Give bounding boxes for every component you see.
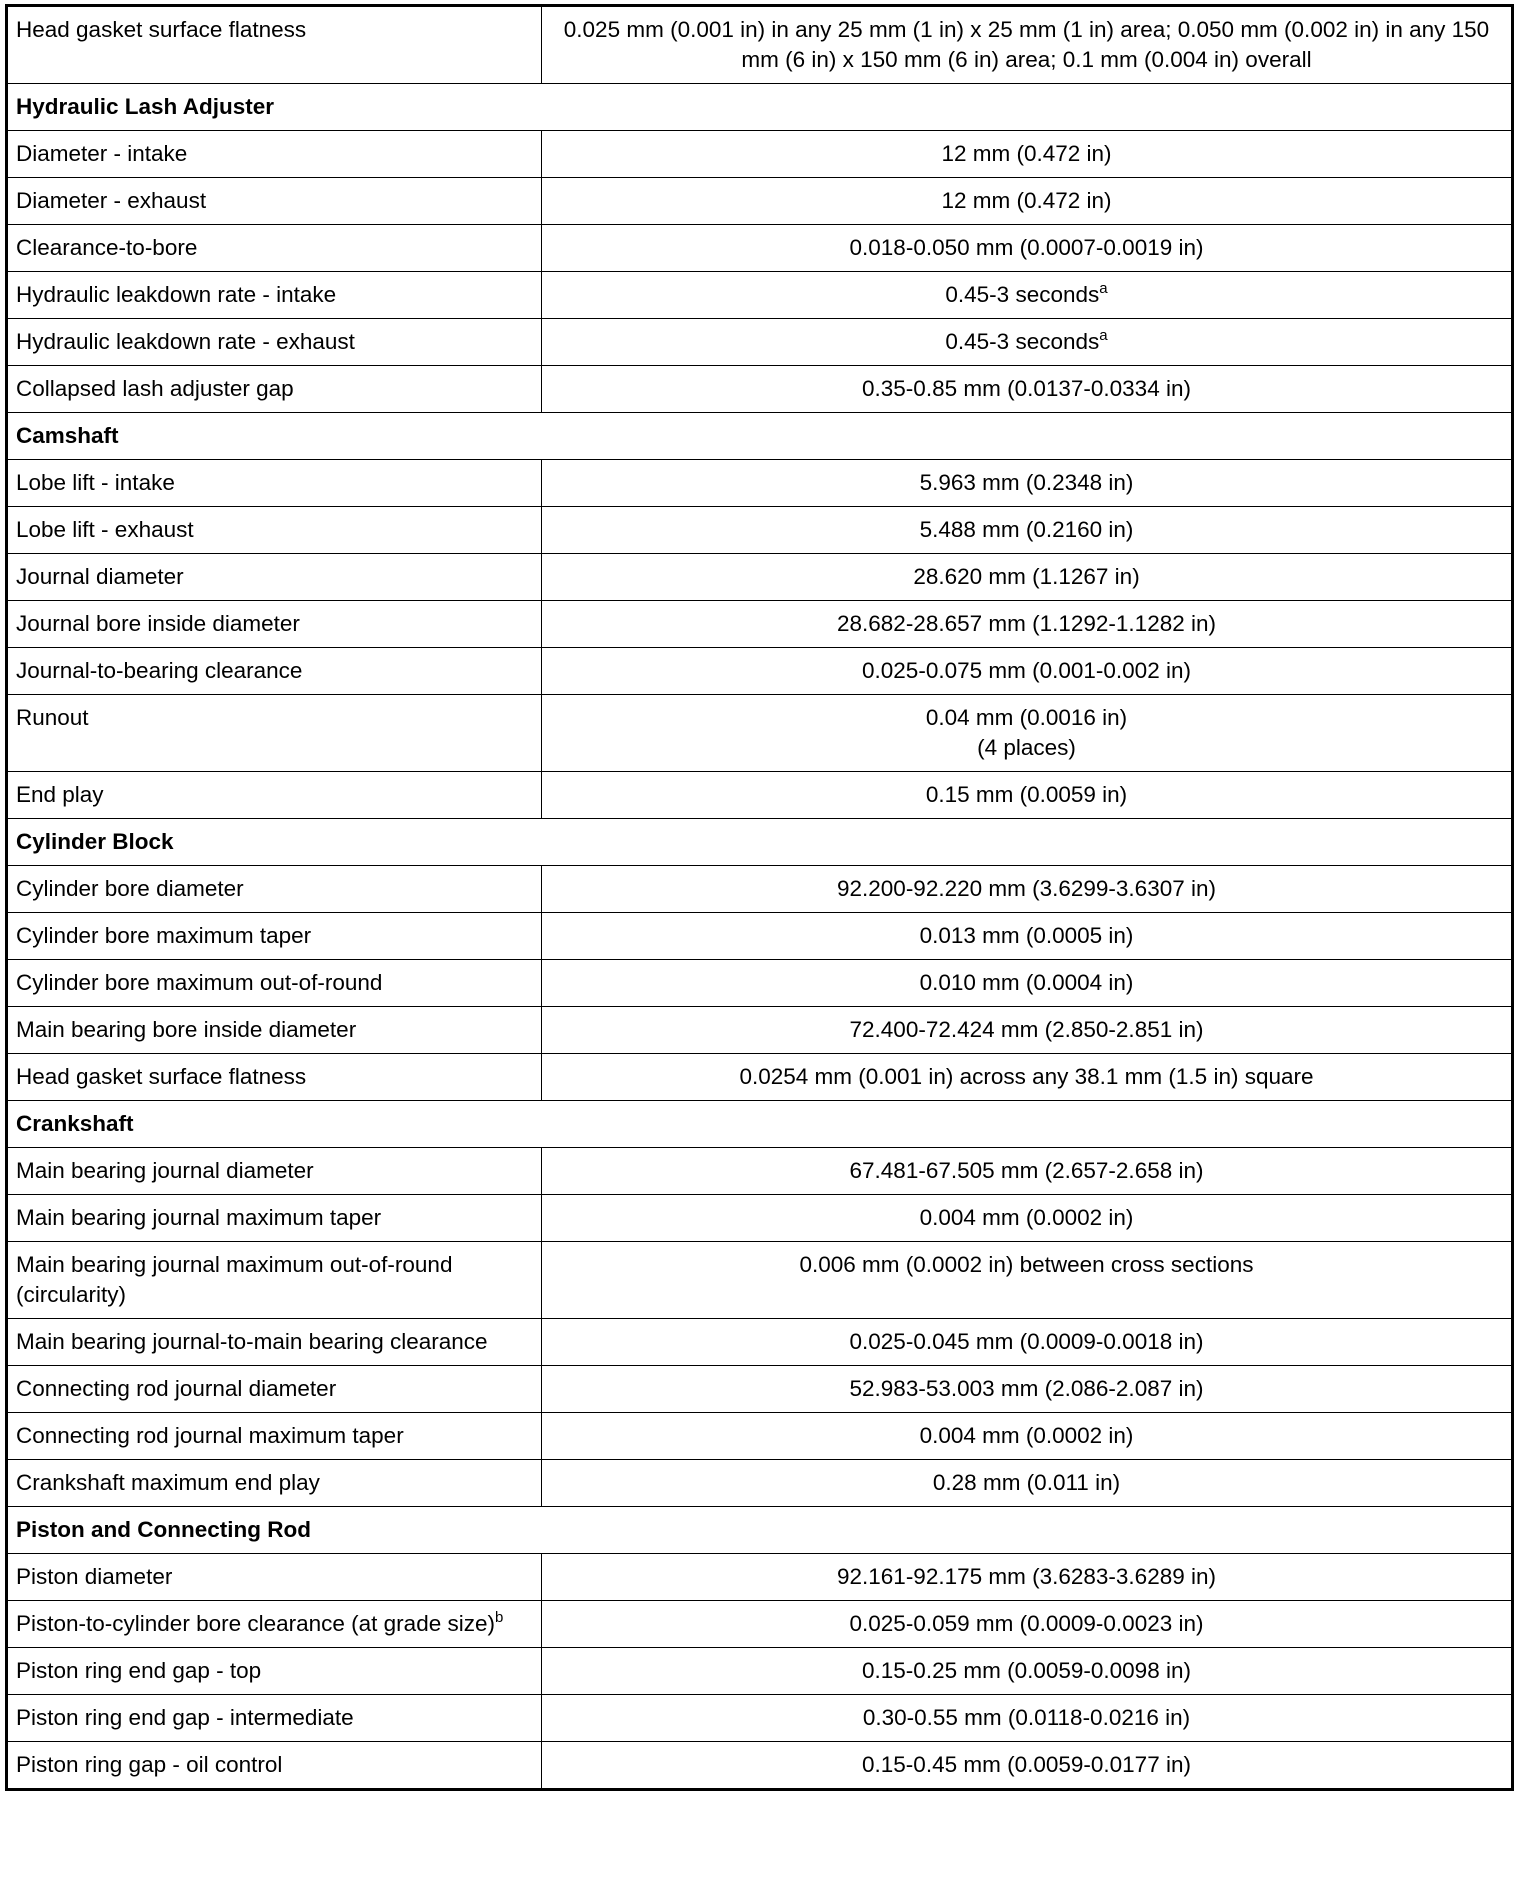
- spec-value-cell: [542, 1195, 1513, 1242]
- spec-value: 0.45-3 seconds: [945, 329, 1100, 354]
- spec-value: 0.004 mm (0.0002 in): [919, 1423, 1134, 1448]
- spec-value-cell: [542, 1319, 1513, 1366]
- spec-label-cell: [7, 131, 542, 178]
- spec-value: 52.983-53.003 mm (2.086-2.087 in): [849, 1376, 1204, 1401]
- spec-value: 0.35-0.85 mm (0.0137-0.0334 in): [862, 376, 1191, 401]
- spec-label: Lobe lift - intake: [16, 470, 175, 495]
- spec-row: [7, 460, 1513, 507]
- spec-label-cell: [7, 648, 542, 695]
- spec-label-cell: [7, 1554, 542, 1601]
- spec-label-cell: [7, 1195, 542, 1242]
- spec-value: 67.481-67.505 mm (2.657-2.658 in): [849, 1158, 1204, 1183]
- spec-value-cell: [542, 507, 1513, 554]
- spec-row: [7, 1148, 1513, 1195]
- spec-row: [7, 272, 1513, 319]
- spec-value: 0.28 mm (0.011 in): [932, 1470, 1121, 1495]
- spec-value-cell: [542, 178, 1513, 225]
- spec-label: Cylinder bore maximum taper: [16, 923, 312, 948]
- spec-label-cell: [7, 1601, 542, 1648]
- spec-value: 0.004 mm (0.0002 in): [919, 1205, 1134, 1230]
- spec-value: 0.025-0.059 mm (0.0009-0.0023 in): [849, 1611, 1204, 1636]
- spec-label-cell: [7, 913, 542, 960]
- spec-label-cell: [7, 1054, 542, 1101]
- spec-value: 28.620 mm (1.1267 in): [913, 564, 1140, 589]
- spec-label: Piston ring gap - oil control: [16, 1752, 283, 1777]
- spec-row: [7, 1695, 1513, 1742]
- spec-value-cell: [542, 460, 1513, 507]
- spec-label: Cylinder bore diameter: [16, 876, 244, 901]
- spec-value: 0.15-0.45 mm (0.0059-0.0177 in): [862, 1752, 1191, 1777]
- spec-label-cell: [7, 319, 542, 366]
- spec-value: 0.30-0.55 mm (0.0118-0.0216 in): [862, 1705, 1191, 1730]
- spec-value: 12 mm (0.472 in): [941, 188, 1112, 213]
- spec-value: 5.488 mm (0.2160 in): [919, 517, 1134, 542]
- spec-value-cell: [542, 1648, 1513, 1695]
- section-title: Camshaft: [7, 413, 1513, 460]
- spec-value-cell: [542, 225, 1513, 272]
- spec-label-cell: [7, 1695, 542, 1742]
- spec-label: Piston ring end gap - intermediate: [16, 1705, 354, 1730]
- spec-label: Journal diameter: [16, 564, 184, 589]
- spec-value-cell: [542, 1007, 1513, 1054]
- spec-label: Cylinder bore maximum out-of-round: [16, 970, 383, 995]
- spec-value: 72.400-72.424 mm (2.850-2.851 in): [849, 1017, 1204, 1042]
- spec-value-cell: [542, 1413, 1513, 1460]
- spec-row: [7, 319, 1513, 366]
- spec-value: 5.963 mm (0.2348 in): [919, 470, 1134, 495]
- spec-row: [7, 601, 1513, 648]
- section-header-row: [7, 413, 1513, 460]
- spec-value-cell: [542, 648, 1513, 695]
- spec-value-cell: [542, 695, 1513, 772]
- spec-row: [7, 1460, 1513, 1507]
- spec-label: Head gasket surface flatness: [16, 1064, 307, 1089]
- spec-row: [7, 1319, 1513, 1366]
- spec-value-cell: [542, 1148, 1513, 1195]
- spec-label: Crankshaft maximum end play: [16, 1470, 320, 1495]
- spec-value: 0.025-0.075 mm (0.001-0.002 in): [862, 658, 1191, 683]
- spec-value-cell: [542, 866, 1513, 913]
- spec-value-cell: [542, 131, 1513, 178]
- spec-label-cell: [7, 6, 542, 84]
- spec-value: 12 mm (0.472 in): [941, 141, 1112, 166]
- spec-label: End play: [16, 782, 104, 807]
- section-title: Cylinder Block: [7, 819, 1513, 866]
- spec-row: [7, 178, 1513, 225]
- specifications-table-body: [7, 6, 1513, 1790]
- spec-row: [7, 1054, 1513, 1101]
- spec-row: [7, 1366, 1513, 1413]
- spec-row: [7, 6, 1513, 84]
- spec-label-cell: [7, 1007, 542, 1054]
- spec-label-cell: [7, 272, 542, 319]
- spec-label-cell: [7, 1648, 542, 1695]
- spec-value-cell: [542, 913, 1513, 960]
- spec-label: Connecting rod journal diameter: [16, 1376, 337, 1401]
- spec-label: Piston diameter: [16, 1564, 173, 1589]
- spec-label-cell: [7, 1366, 542, 1413]
- footnote-marker: a: [1099, 280, 1108, 297]
- spec-row: [7, 1195, 1513, 1242]
- section-header-row: [7, 1507, 1513, 1554]
- spec-label-cell: [7, 960, 542, 1007]
- spec-label: Hydraulic leakdown rate - exhaust: [16, 329, 355, 354]
- spec-value-cell: [542, 554, 1513, 601]
- spec-row: [7, 772, 1513, 819]
- spec-row: [7, 1413, 1513, 1460]
- spec-value-cell: [542, 366, 1513, 413]
- spec-label-cell: [7, 1319, 542, 1366]
- spec-row: [7, 913, 1513, 960]
- spec-label-cell: [7, 1148, 542, 1195]
- spec-label-cell: [7, 366, 542, 413]
- spec-label-cell: [7, 1413, 542, 1460]
- spec-label: Connecting rod journal maximum taper: [16, 1423, 404, 1448]
- spec-value: 0.45-3 seconds: [945, 282, 1100, 307]
- section-header-row: [7, 84, 1513, 131]
- footnote-marker: b: [494, 1609, 504, 1626]
- spec-label-cell: [7, 1460, 542, 1507]
- spec-label: Head gasket surface flatness: [16, 17, 307, 42]
- spec-value: 0.15-0.25 mm (0.0059-0.0098 in): [862, 1658, 1191, 1683]
- section-header-row: [7, 1101, 1513, 1148]
- spec-label-cell: [7, 1242, 542, 1319]
- spec-label-cell: [7, 695, 542, 772]
- spec-row: [7, 131, 1513, 178]
- spec-row: [7, 366, 1513, 413]
- spec-value: 0.013 mm (0.0005 in): [919, 923, 1134, 948]
- spec-value-cell: [542, 319, 1513, 366]
- spec-value-cell: [542, 272, 1513, 319]
- spec-value: 92.200-92.220 mm (3.6299-3.6307 in): [837, 876, 1216, 901]
- spec-label: Journal bore inside diameter: [16, 611, 300, 636]
- spec-label-cell: [7, 460, 542, 507]
- spec-label-cell: [7, 225, 542, 272]
- spec-value-cell: [542, 1054, 1513, 1101]
- spec-row: [7, 960, 1513, 1007]
- spec-label: Lobe lift - exhaust: [16, 517, 194, 542]
- spec-label: Runout: [16, 705, 89, 730]
- section-title: Hydraulic Lash Adjuster: [7, 84, 1513, 131]
- spec-value-cell: [542, 960, 1513, 1007]
- spec-value-cell: [542, 1742, 1513, 1790]
- spec-row: [7, 1242, 1513, 1319]
- spec-row: [7, 1554, 1513, 1601]
- spec-label-cell: [7, 772, 542, 819]
- spec-label: Diameter - exhaust: [16, 188, 207, 213]
- section-header-row: [7, 819, 1513, 866]
- spec-row: [7, 1007, 1513, 1054]
- spec-label: Main bearing bore inside diameter: [16, 1017, 357, 1042]
- spec-label-cell: [7, 866, 542, 913]
- spec-label: Piston ring end gap - top: [16, 1658, 262, 1683]
- spec-label: Collapsed lash adjuster gap: [16, 376, 294, 401]
- spec-value: 0.0254 mm (0.001 in) across any 38.1 mm (1.5 in) square: [739, 1064, 1314, 1089]
- spec-row: [7, 1601, 1513, 1648]
- spec-label: Main bearing journal maximum taper: [16, 1205, 382, 1230]
- spec-value: 28.682-28.657 mm (1.1292-1.1282 in): [837, 611, 1216, 636]
- spec-label: Main bearing journal maximum out-of-round (circularity): [16, 1252, 453, 1307]
- spec-value: 0.018-0.050 mm (0.0007-0.0019 in): [849, 235, 1204, 260]
- spec-label: Diameter - intake: [16, 141, 188, 166]
- specifications-table: [5, 4, 1514, 1791]
- spec-label: Hydraulic leakdown rate - intake: [16, 282, 337, 307]
- spec-value-cell: [542, 601, 1513, 648]
- spec-row: [7, 866, 1513, 913]
- spec-label: Main bearing journal-to-main bearing clearance: [16, 1329, 488, 1354]
- spec-label-cell: [7, 507, 542, 554]
- spec-value: 0.006 mm (0.0002 in) between cross sections: [799, 1252, 1254, 1277]
- spec-value-cell: [542, 1242, 1513, 1319]
- spec-row: [7, 1742, 1513, 1790]
- section-title: Crankshaft: [7, 1101, 1513, 1148]
- footnote-marker: a: [1099, 327, 1108, 344]
- spec-value-cell: [542, 1460, 1513, 1507]
- spec-label-cell: [7, 178, 542, 225]
- spec-value-cell: [542, 6, 1513, 84]
- spec-row: [7, 225, 1513, 272]
- spec-value-cell: [542, 1554, 1513, 1601]
- spec-label: Journal-to-bearing clearance: [16, 658, 303, 683]
- spec-row: [7, 507, 1513, 554]
- spec-label: Main bearing journal diameter: [16, 1158, 314, 1183]
- spec-label: Clearance-to-bore: [16, 235, 198, 260]
- spec-value: 92.161-92.175 mm (3.6283-3.6289 in): [837, 1564, 1216, 1589]
- section-title: Piston and Connecting Rod: [7, 1507, 1513, 1554]
- spec-value-note: (4 places): [977, 735, 1076, 760]
- spec-label-cell: [7, 601, 542, 648]
- spec-value: 0.15 mm (0.0059 in): [925, 782, 1128, 807]
- spec-row: [7, 554, 1513, 601]
- spec-row: [7, 648, 1513, 695]
- spec-label-cell: [7, 1742, 542, 1790]
- spec-label: Piston-to-cylinder bore clearance (at grade size): [16, 1611, 495, 1636]
- spec-label-cell: [7, 554, 542, 601]
- spec-value-cell: [542, 1695, 1513, 1742]
- spec-value: 0.010 mm (0.0004 in): [919, 970, 1134, 995]
- spec-value: 0.025-0.045 mm (0.0009-0.0018 in): [849, 1329, 1204, 1354]
- spec-value: 0.025 mm (0.001 in) in any 25 mm (1 in) x 25 mm (1 in) area; 0.050 mm (0.002 in) in any 150 mm (6 in) x 150 mm (6 in) area; 0.1 mm (0.004 in) overall: [563, 17, 1490, 72]
- spec-value-cell: [542, 1601, 1513, 1648]
- spec-value: 0.04 mm (0.0016 in): [925, 705, 1128, 730]
- spec-row: [7, 695, 1513, 772]
- spec-value-cell: [542, 1366, 1513, 1413]
- spec-row: [7, 1648, 1513, 1695]
- spec-value-cell: [542, 772, 1513, 819]
